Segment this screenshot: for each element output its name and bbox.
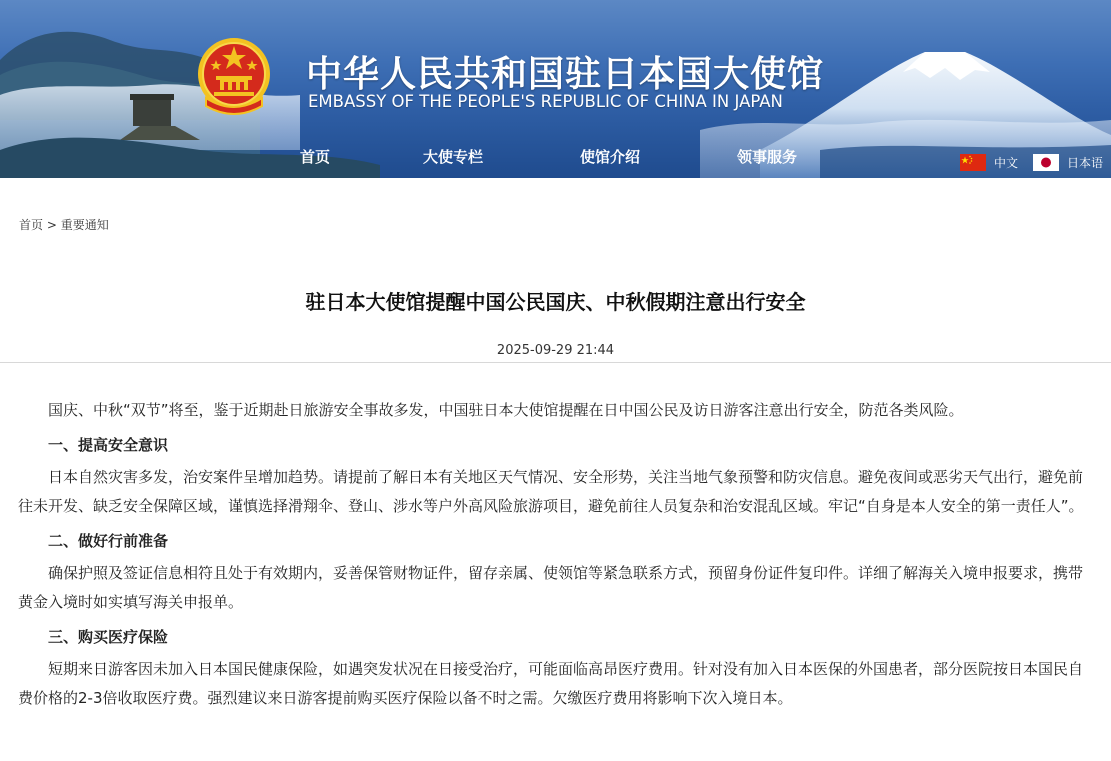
section-paragraph: 确保护照及签证信息相符且处于有效期内，妥善保管财物证件，留存亲属、使领馆等紧急联系方式，预留身份证件复印件。详细了解海关入境申报要求，携带黄金入境时如实填写海关申报单。 xyxy=(18,564,1084,611)
lang-label-chinese: 中文 xyxy=(994,156,1019,170)
breadcrumb xyxy=(19,216,109,233)
lang-label-japanese: 日本语 xyxy=(1067,156,1104,170)
header-banner xyxy=(0,0,1111,178)
national-emblem-icon xyxy=(196,36,272,118)
article-body xyxy=(18,396,1092,713)
china-flag-icon xyxy=(960,154,986,171)
section-paragraph: 短期来日游客因未加入日本国民健康保险，如遇突发状况在日接受治疗，可能面临高昂医疗费用。针对没有加入日本医保的外国患者，部分医院按日本国民自费价格的2-3倍收取医疗费。强烈建议来日游客提前购买医疗保险以备不时之需。欠缴医疗费用将影响下次入境日本。 xyxy=(18,660,1084,707)
breadcrumb-separator: > xyxy=(46,218,57,232)
section-heading: 二、做好行前准备 xyxy=(48,532,169,550)
embassy-title-en: EMBASSY OF THE PEOPLE'S REPUBLIC OF CHINA IN JAPAN xyxy=(308,92,783,111)
breadcrumb-home[interactable]: 首页 xyxy=(19,218,44,232)
section-paragraph: 日本自然灾害多发，治安案件呈增加趋势。请提前了解日本有关地区天气情况、安全形势，关注当地气象预警和防灾信息。避免夜间或恶劣天气出行，避免前往未开发、缺乏安全保障区域，谨慎选择滑翔伞、登山、涉水等户外高风险旅游项目，避免前往人员复杂和治安混乱区域。牢记“自身是本人安全的第一责任人”。 xyxy=(18,468,1084,515)
embassy-title-cn: 中华人民共和国驻日本国大使馆 xyxy=(306,54,825,95)
article-title: 驻日本大使馆提醒中国公民国庆、中秋假期注意出行安全 xyxy=(305,290,806,314)
breadcrumb-current[interactable]: 重要通知 xyxy=(60,218,109,232)
article-date: 2025-09-29 21:44 xyxy=(496,343,615,358)
section-heading: 三、购买医疗保险 xyxy=(48,628,169,646)
japan-flag-icon xyxy=(1033,154,1059,171)
lang-japanese[interactable] xyxy=(1033,154,1103,171)
lang-chinese[interactable] xyxy=(960,154,1018,171)
section-heading: 一、提高安全意识 xyxy=(48,436,169,454)
nav-item-ambassador-column[interactable]: 大使专栏 xyxy=(423,148,484,166)
nav-item-embassy-intro[interactable]: 使馆介绍 xyxy=(580,148,641,166)
main-nav xyxy=(0,146,1111,170)
article-intro: 国庆、中秋“双节”将至，鉴于近期赴日旅游安全事故多发，中国驻日本大使馆提醒在日中国公民及访日游客注意出行安全，防范各类风险。 xyxy=(48,401,964,419)
title-divider xyxy=(0,362,1111,363)
nav-item-home[interactable]: 首页 xyxy=(300,148,331,166)
nav-item-consular-services[interactable]: 领事服务 xyxy=(737,148,798,166)
